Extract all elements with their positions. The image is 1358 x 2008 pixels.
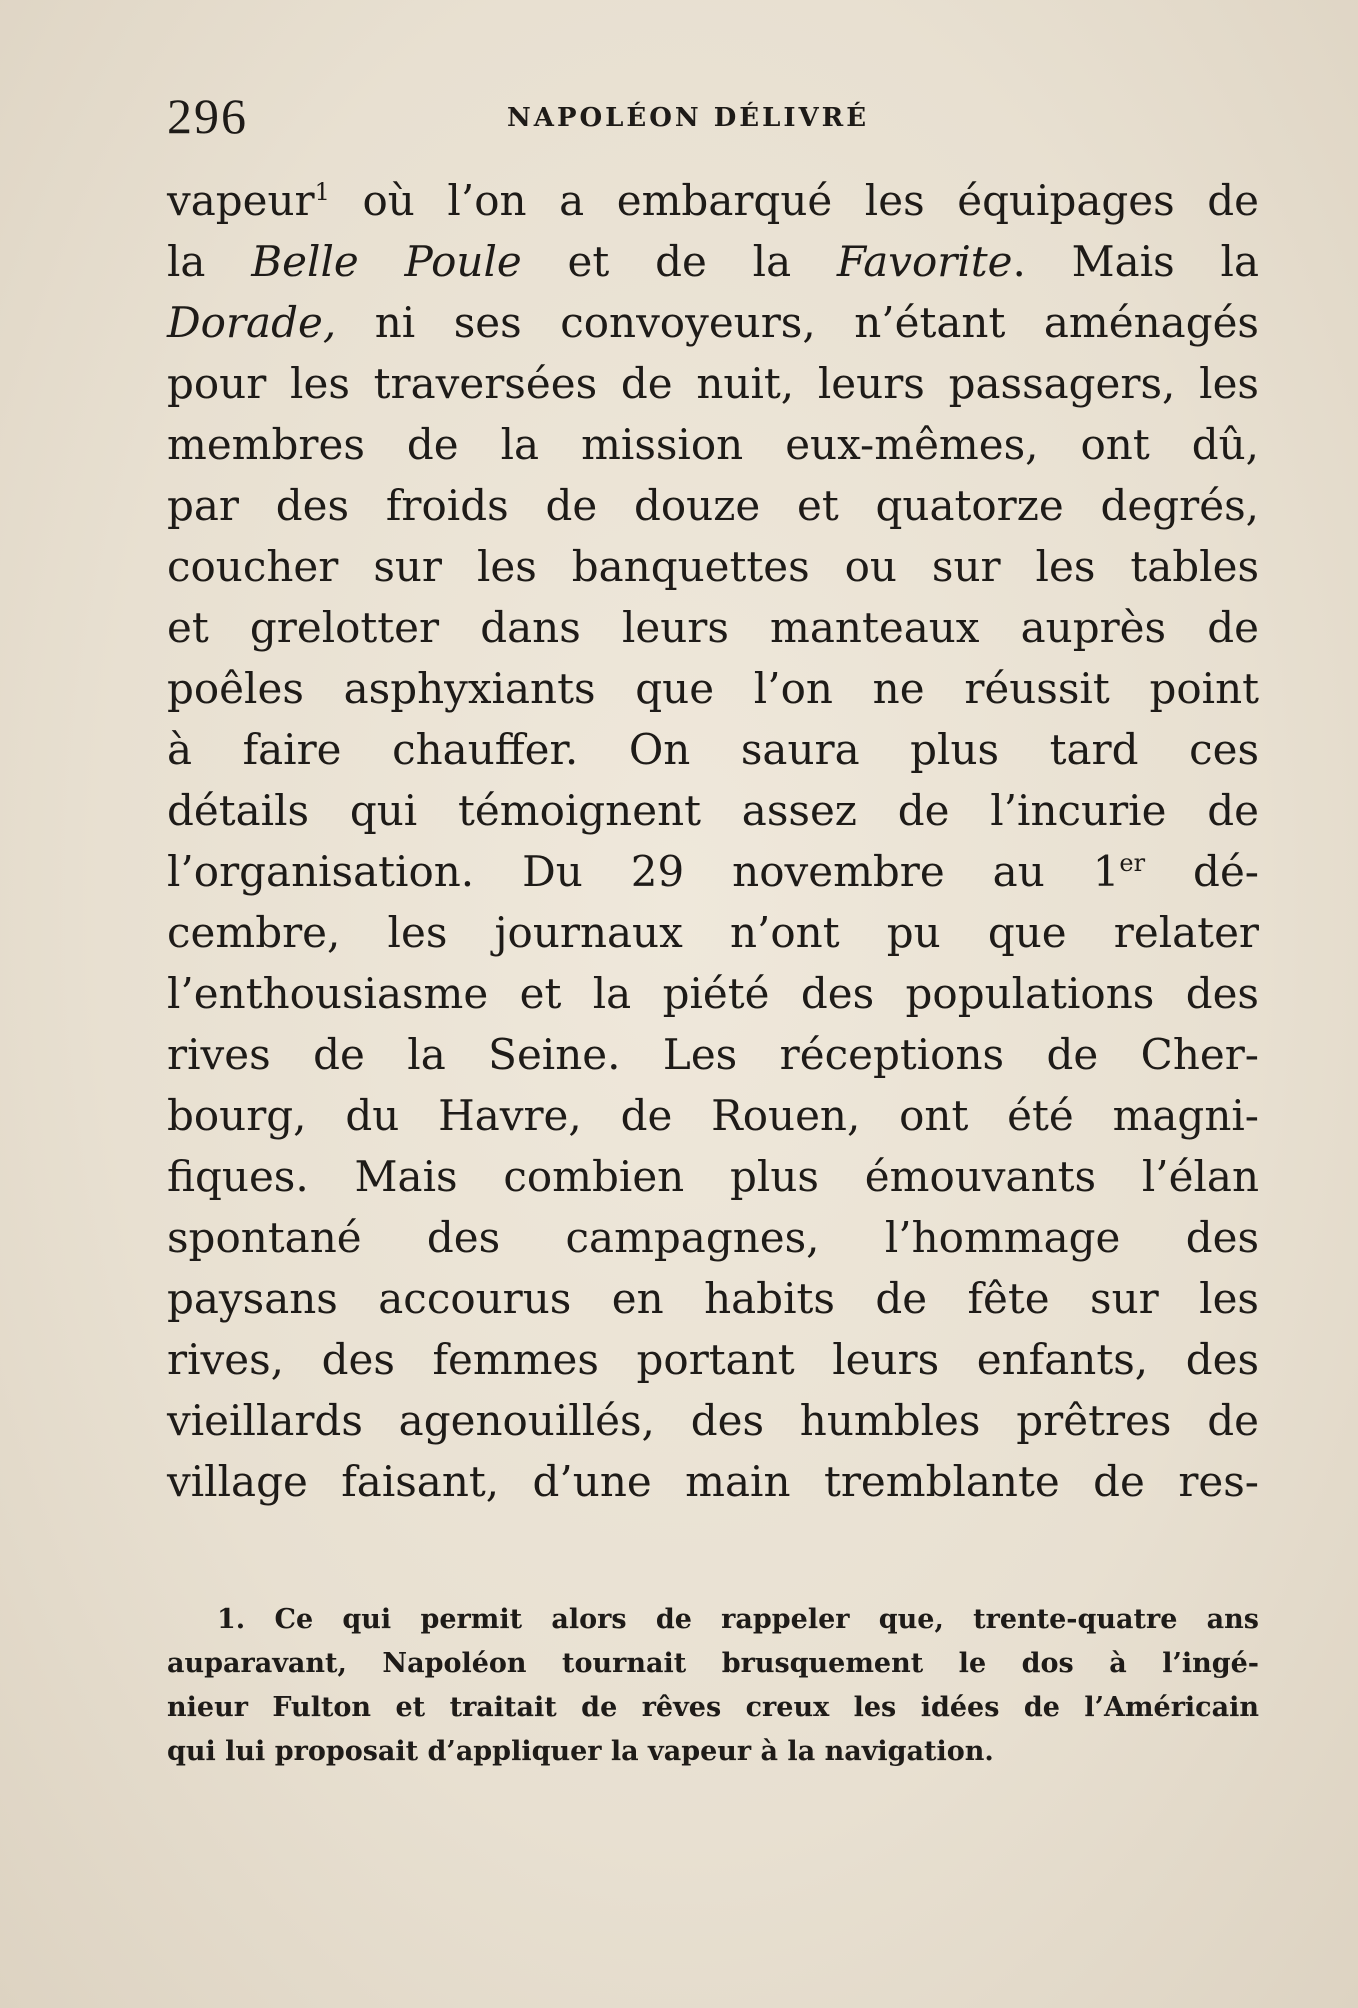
- text-line: l’organisation. Du 29 novembre au 1er dé-: [167, 847, 1259, 896]
- text-line: fiques. Mais combien plus émouvants l’élan: [167, 1152, 1259, 1201]
- text-line: rives de la Seine. Les réceptions de Cher-: [167, 1030, 1259, 1079]
- text-line: par des froids de douze et quatorze degrés,: [167, 481, 1259, 530]
- footnote-marker: 1: [314, 178, 330, 206]
- footnote-line: nieur Fulton et traitait de rêves creux les idées de l’Américain: [167, 1692, 1259, 1723]
- text-line: spontané des campagnes, l’hommage des: [167, 1213, 1259, 1262]
- text-line: rives, des femmes portant leurs enfants, des: [167, 1335, 1259, 1384]
- page-header: [167, 86, 1259, 146]
- text-line: bourg, du Havre, de Rouen, ont été magni-: [167, 1091, 1259, 1140]
- page-number: 296: [167, 88, 248, 144]
- text-line: vieillards agenouillés, des humbles prêtres de: [167, 1396, 1259, 1445]
- ordinal-suffix: er: [1119, 849, 1146, 877]
- body-text: [167, 170, 1259, 1512]
- running-title: NAPOLÉON DÉLIVRÉ: [507, 103, 870, 133]
- ship-name: Dorade,: [167, 298, 337, 347]
- text-line: et grelotter dans leurs manteaux auprès de: [167, 603, 1259, 652]
- text-line: Dorade, ni ses convoyeurs, n’étant aménagés: [167, 298, 1259, 347]
- ship-name: Favorite: [836, 237, 1013, 286]
- footnote-line: 1. Ce qui permit alors de rappeler que, trente-quatre ans: [217, 1604, 1259, 1635]
- ship-name: Belle Poule: [251, 237, 522, 286]
- text-line: vapeur$^1$ où l’on a embarqué les équipages de: [167, 176, 1259, 225]
- text-line: coucher sur les banquettes ou sur les tables: [167, 542, 1259, 591]
- text-line: l’enthousiasme et la piété des populations des: [167, 969, 1259, 1018]
- footnote-line: qui lui proposait d’appliquer la vapeur à la navigation.: [167, 1736, 994, 1767]
- text-line: détails qui témoignent assez de l’incurie de: [167, 786, 1259, 835]
- footnote: [167, 1598, 1259, 1774]
- text-line: membres de la mission eux-mêmes, ont dû,: [167, 420, 1259, 469]
- text-line: à faire chauffer. On saura plus tard ces: [167, 725, 1259, 774]
- footnote-line: auparavant, Napoléon tournait brusquement le dos à l’ingé-: [167, 1648, 1259, 1679]
- text-line: paysans accourus en habits de fête sur les: [167, 1274, 1259, 1323]
- text-line: pour les traversées de nuit, leurs passagers, les: [167, 359, 1259, 408]
- text-line: village faisant, d’une main tremblante de res-: [167, 1457, 1259, 1506]
- text-line: cembre, les journaux n’ont pu que relater: [167, 908, 1259, 957]
- text-line: poêles asphyxiants que l’on ne réussit point: [167, 664, 1259, 713]
- text-line: la Belle Poule et de la Favorite. Mais la: [167, 237, 1259, 286]
